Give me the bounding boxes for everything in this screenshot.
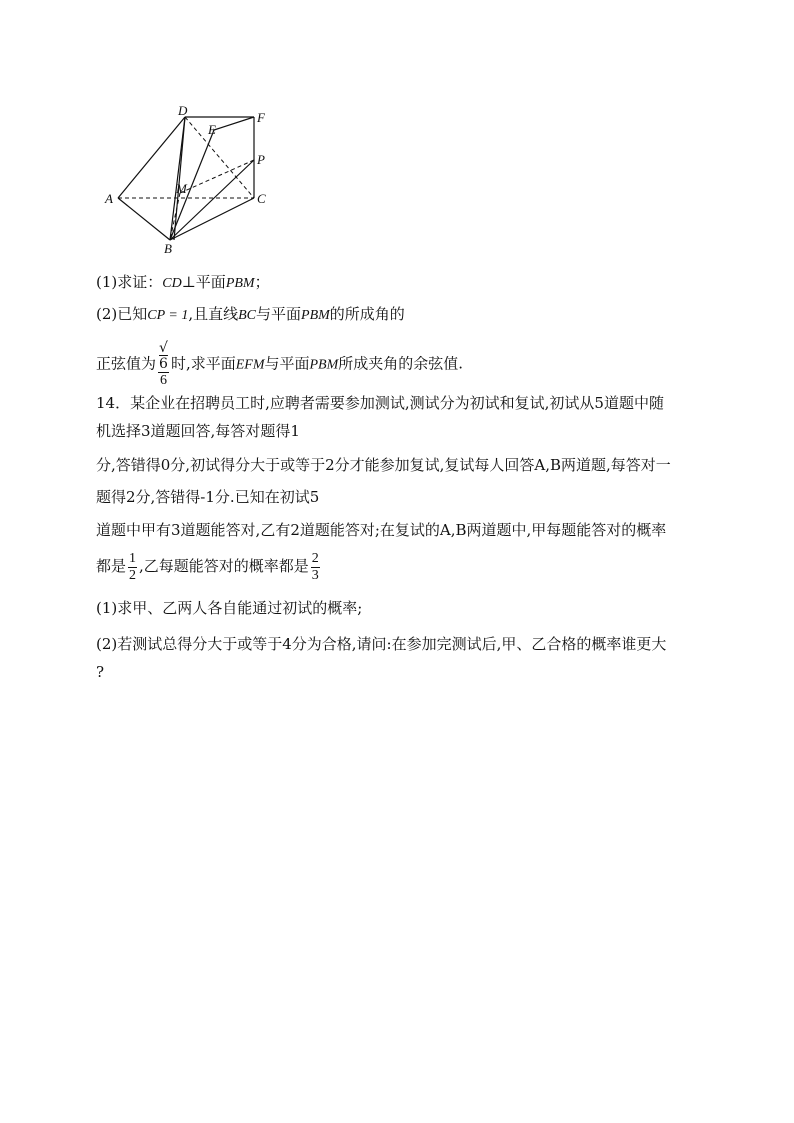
edge-AB — [118, 198, 170, 240]
q14-part2-cont: ? — [96, 663, 105, 681]
geometry-figure — [98, 100, 278, 258]
edge-FE — [214, 117, 254, 130]
label-C: C — [257, 191, 266, 206]
fraction-sqrt6-over-6: √ 6 6 — [159, 340, 168, 388]
q14-part1: (1)求甲、乙两人各自能通过初试的概率; — [96, 599, 363, 617]
q13-part2-cont: 正弦值为 √ 6 6 时,求平面EFM与平面PBM所成夹角的余弦值. — [96, 340, 464, 388]
label-F: F — [257, 110, 265, 125]
label-D: D — [178, 103, 188, 118]
q14-part2: (2)若测试总得分大于或等于4分为合格,请问:在参加完测试后,甲、乙合格的概率谁更大 — [96, 635, 667, 653]
fraction-1-over-2: $\frac{1}{2}$ — [129, 550, 137, 583]
q13-part2: (2)已知CP = 1,且直线BC与平面PBM的所成角的 — [96, 305, 405, 323]
edge-DB-2 — [174, 117, 185, 240]
edge-PB — [170, 160, 254, 240]
edge-BC — [170, 198, 254, 240]
label-B: B — [164, 241, 172, 256]
q14-line1: 14．某企业在招聘员工时,应聘者需要参加测试,测试分为初试和复试,初试从5道题中随 — [96, 394, 664, 412]
fraction-2-over-3: $\frac{2}{3}$ — [311, 550, 319, 583]
label-P: P — [257, 152, 265, 167]
label-M: M — [176, 181, 187, 196]
label-A: A — [105, 191, 113, 206]
q14-line6: 都是 $\frac{1}{2}$ ,乙每题能答对的概率都是 $\frac{2}{3}$ — [96, 550, 319, 583]
edge-DA — [118, 117, 185, 198]
q14-line2: 机选择3道题回答,每答对题得1 — [96, 422, 300, 440]
label-E: E — [208, 122, 216, 137]
q14-line4: 题得2分,答错得-1分.已知在初试5 — [96, 488, 320, 506]
q13-part1: (1)求证：CD⊥平面PBM； — [96, 273, 270, 291]
q14-line3: 分,答错得0分,初试得分大于或等于2分才能参加复试,复试每人回答A,B两道题,每答对一 — [96, 456, 671, 474]
q14-line5: 道题中甲有3道题能答对,乙有2道题能答对;在复试的A,B两道题中,甲每题能答对的概率 — [96, 521, 667, 539]
